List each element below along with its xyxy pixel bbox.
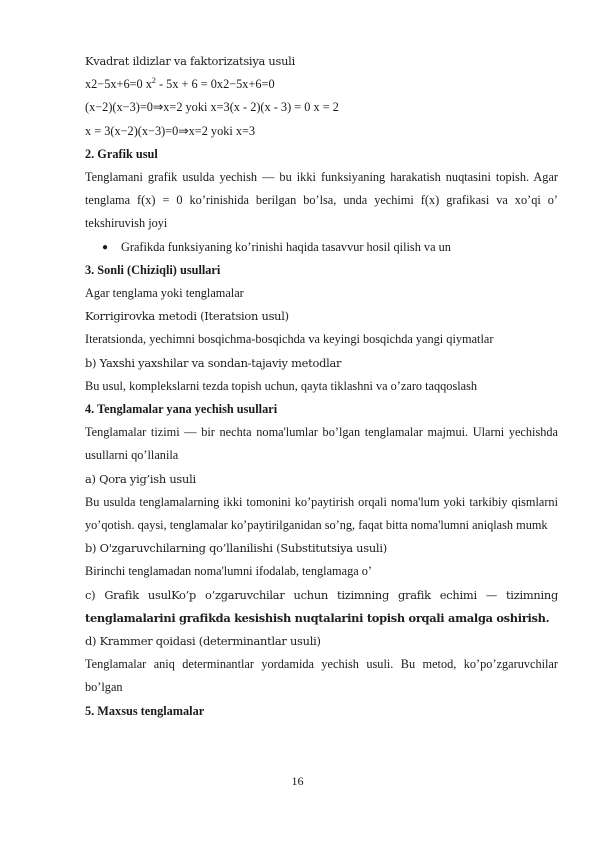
bullet-text: Grafikda funksiyaning ko’rinishi haqida tasavvur hosil qilish va un [121,239,451,254]
equation-text: x2−5x+6=0 x [85,77,152,92]
heading-systems: 4. Tenglamalar yana yechish usullari [85,402,278,417]
subheading-cramer: d) Krammer qoidasi (determinantlar usuli) [85,634,321,649]
paragraph-graphic-system-1: c) Grafik usulKo’p o’zgaruvchilar uchun tizimning grafik echimi — tizimning [85,587,558,602]
subheading-b-methods: b) Yaxshi yaxshilar va sondan-tajaviy metodlar [85,355,342,370]
heading-numeric-methods: 3. Sonli (Chiziqli) usullari [85,262,221,277]
heading-special-equations: 5. Maxsus tenglamalar [85,703,205,718]
text-line: Iteratsionda, yechimni bosqichma-bosqichda va keyingi bosqichda yangi qiymatlar [85,332,494,347]
bullet-icon: ● [102,241,109,253]
paragraph-elimination: Bu usulda tenglamalarning ikki tomonini ko’paytirish orqali noma'lum yoki tarkibiy qismlarni yo’qotish. qaysi, tenglamalar ko’paytirilganidan so’ng, faqat bitta noma'lumni aniqlash mumk [85,494,558,533]
heading-graphic-method: 2. Grafik usul [85,146,158,161]
paragraph-systems: Tenglamalar tizimi — bir nechta noma'lumlar bo’lgan tenglamalar majmui. Ularni yechishda usullarni qo’llanila [85,425,558,463]
section-heading-quadratic: Kvadrat ildizlar va faktorizatsiya usuli [85,54,295,68]
bullet-item [85,236,558,259]
text-line: Bu usul, komplekslarni tezda topish uchun, qayta tiklashni va o’zaro taqqoslash [85,378,478,393]
equation-line-3: x = 3(x−2)(x−3)=0⇒x=2 yoki x=3 [85,123,256,138]
equation-line-1 [85,73,558,96]
subheading-a-method: a) Qora yig’ish usuli [85,471,196,486]
text-line: Agar tenglama yoki tenglamalar [85,286,244,301]
text-line: Birinchi tenglamadan noma'lumni ifodalab, tenglamaga o’ [85,564,373,579]
equation-line-2: (x−2)(x−3)=0⇒x=2 yoki x=3(x - 2)(x - 3) = 0 x = 2 [85,100,339,115]
subheading-substitution: b) O'zgaruvchilarning qo’llanilishi (Substitutsiya usuli) [85,541,387,556]
paragraph-graphic-system-2: tenglamalarini grafikda kesishish nuqtalarini topish orqali amalga oshirish. [85,610,550,625]
equation-text-rest: - 5x + 6 = 0x2−5x+6=0 [155,77,275,92]
subheading-iteration: Korrigirovka metodi (Iteratsion usul) [85,309,289,324]
page-number: 16 [291,774,304,788]
document-page [85,50,558,723]
equation-superscript: 2 [151,76,156,86]
paragraph-graphic-method: Tenglamani grafik usulda yechish — bu ikki funksiyaning harakatish nuqtasini topish. Agar tenglama f(x) = 0 ko’rinishida berilgan bo’lsa, unda yechimi f(x) grafikasi va xo’qi o’ tekshiruvish joyi [85,170,558,231]
paragraph-cramer: Tenglamalar aniq determinantlar yordamida yechish usuli. Bu metod, ko’po’zgaruvchilar bo’lgan [85,657,558,695]
